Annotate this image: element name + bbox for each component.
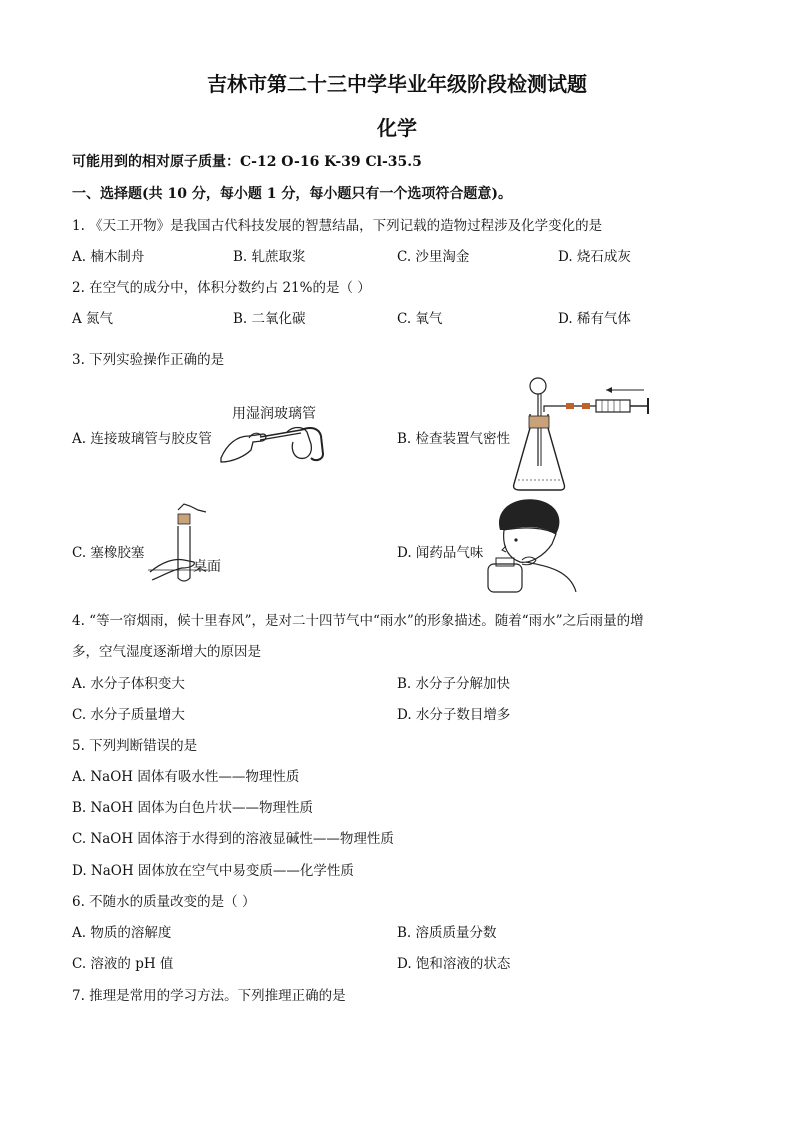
q5-option-c: C. NaOH 固体溶于水得到的溶液显碱性——物理性质 [72, 831, 394, 847]
exam-title: 吉林市第二十三中学毕业年级阶段检测试题 [207, 72, 587, 96]
question-6-stem: 6. 不随水的质量改变的是（ ） [72, 894, 256, 910]
q6-option-a: A. 物质的溶解度 [72, 925, 172, 941]
q1-option-b: B. 轧蔗取浆 [233, 249, 306, 265]
q5-option-b: B. NaOH 固体为白色片状——物理性质 [72, 800, 313, 816]
q3b-airtightness-figure [510, 376, 660, 494]
question-5-stem: 5. 下列判断错误的是 [72, 738, 198, 754]
question-1-stem: 1. 《天工开物》是我国古代科技发展的智慧结晶，下列记载的造物过程涉及化学变化的是 [72, 218, 603, 234]
question-2-stem: 2. 在空气的成分中，体积分数约占 21%的是（ ） [72, 280, 371, 296]
q5-option-a: A. NaOH 固体有吸水性——物理性质 [72, 769, 300, 785]
q4-option-b: B. 水分子分解加快 [397, 676, 511, 692]
q1-option-d: D. 烧石成灰 [558, 249, 631, 265]
q2-option-a: A 氮气 [72, 311, 114, 327]
q3d-smelling-figure [486, 494, 582, 594]
q2-option-b: B. 二氧化碳 [233, 311, 306, 327]
q1-option-a: A. 楠木制舟 [72, 249, 145, 265]
question-4-stem-line1: 4. “等一帘烟雨，候十里春风”，是对二十四节气中“雨水”的形象描述。随着“雨水”之后雨量的增 [72, 613, 644, 629]
q3c-stopper-figure [148, 500, 228, 585]
question-7-stem: 7. 推理是常用的学习方法。下列推理正确的是 [72, 988, 346, 1004]
q3-option-b: B. 检查装置气密性 [397, 431, 511, 447]
q3-option-a: A. 连接玻璃管与胶皮管 [72, 431, 212, 447]
q4-option-d: D. 水分子数目增多 [397, 707, 511, 723]
q6-option-d: D. 饱和溶液的状态 [397, 956, 511, 972]
q1-option-c: C. 沙里淘金 [397, 249, 470, 265]
subject-title: 化学 [377, 116, 417, 140]
q6-option-b: B. 溶质质量分数 [397, 925, 497, 941]
q6-option-c: C. 溶液的 pH 值 [72, 956, 174, 972]
q5-option-d: D. NaOH 固体放在空气中易变质——化学性质 [72, 863, 354, 879]
q2-option-c: C. 氧气 [397, 311, 443, 327]
question-4-stem-line2: 多，空气湿度逐渐增大的原因是 [72, 644, 261, 660]
q4-option-c: C. 水分子质量增大 [72, 707, 185, 723]
atomic-masses: 可能用到的相对原子质量：C-12 O-16 K-39 Cl-35.5 [72, 154, 422, 170]
q3a-figure-caption: 用湿润玻璃管 [232, 406, 316, 422]
q4-option-a: A. 水分子体积变大 [72, 676, 185, 692]
q2-option-d: D. 稀有气体 [558, 311, 631, 327]
section-heading: 一、选择题(共 10 分，每小题 1 分，每小题只有一个选项符合题意)。 [72, 186, 512, 202]
q3c-figure-caption: 桌面 [193, 559, 221, 575]
q3-option-d: D. 闻药品气味 [397, 545, 484, 561]
q3-option-c: C. 塞橡胶塞 [72, 545, 145, 561]
question-3-stem: 3. 下列实验操作正确的是 [72, 352, 225, 368]
q3a-tube-connection-figure [215, 420, 335, 465]
